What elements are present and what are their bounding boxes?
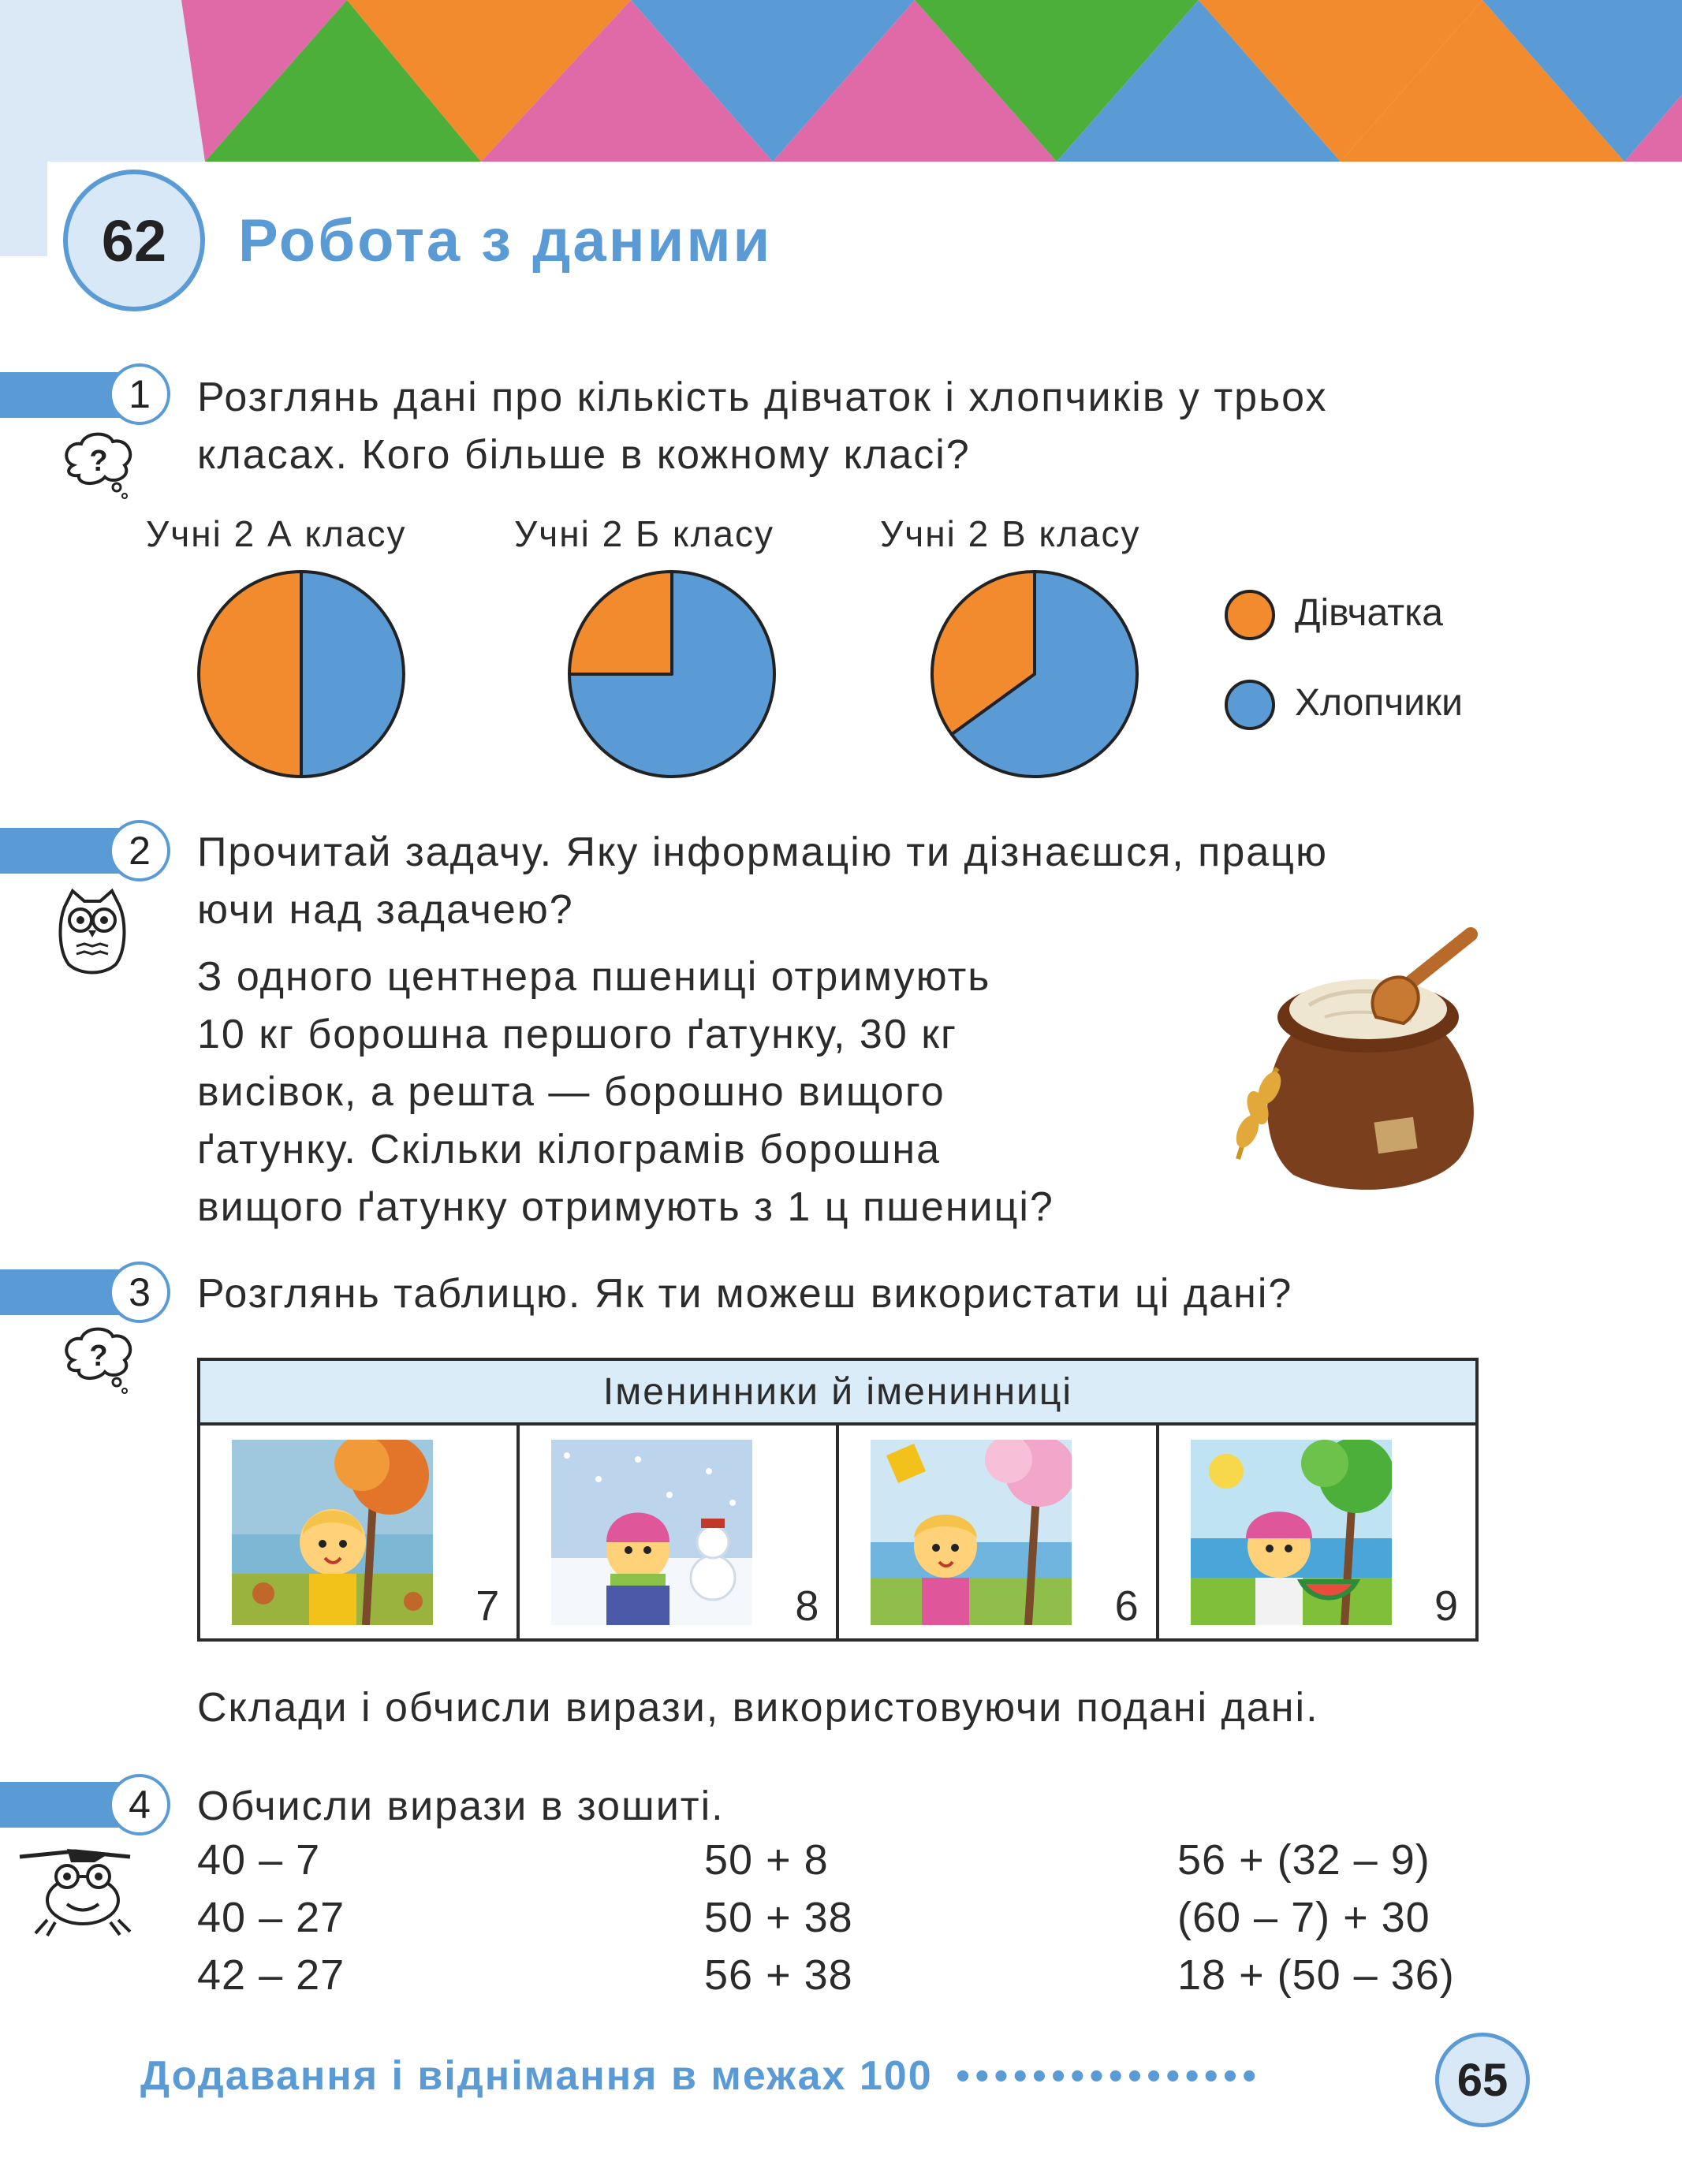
page-number: 65 <box>1435 2033 1530 2127</box>
pie-title-2a: Учні 2 А класу <box>146 513 407 554</box>
season-count-winter: 8 <box>795 1582 819 1630</box>
expression-3-1: 56 + (32 – 9) <box>1177 1836 1430 1884</box>
spring-child-icon <box>871 1440 1072 1625</box>
pie-title-2b: Учні 2 Б класу <box>514 513 774 554</box>
task-1-line-1: Розглянь дані про кількість дівчаток і хлопчиків у трьох <box>197 375 1328 420</box>
footer-dots: •••••••••••••••• <box>956 2053 1262 2099</box>
expression-2-3: 56 + 38 <box>704 1951 853 1999</box>
season-cell-spring <box>837 1424 1157 1640</box>
winter-child-icon <box>551 1440 752 1625</box>
task-2-problem-line-5: вищого ґатунку отримують з 1 ц пшениці? <box>197 1184 1054 1230</box>
lesson-number: 62 <box>63 170 205 311</box>
task-2-problem-line-2: 10 кг борошна першого ґатунку, 30 кг <box>197 1012 957 1057</box>
task-2-problem-line-4: ґатунку. Скільки кілограмів борошна <box>197 1127 942 1172</box>
task-2-problem-line-1: З одного центнера пшениці отримують <box>197 954 991 1000</box>
task-1-number: 1 <box>109 363 170 425</box>
svg-text:?: ? <box>89 445 108 478</box>
task-4-number: 4 <box>109 1774 170 1836</box>
lesson-title: Робота з даними <box>238 207 773 274</box>
pie-charts <box>0 568 1183 788</box>
legend-label-boys: Хлопчики <box>1295 682 1463 724</box>
thought-question-icon <box>62 1325 136 1396</box>
task-3-line-1: Розглянь таблицю. Як ти можеш використати ці дані? <box>197 1271 1293 1317</box>
task-3-number: 3 <box>109 1262 170 1323</box>
task-2-number: 2 <box>109 820 170 881</box>
flour-sack-illustration <box>1206 922 1506 1194</box>
summer-child-icon <box>1191 1440 1392 1625</box>
task-4-line-1: Обчисли вирази в зошиті. <box>197 1783 725 1829</box>
page-left-strip <box>0 162 47 256</box>
season-cell-summer <box>1158 1424 1477 1640</box>
legend-swatch-boys <box>1225 680 1275 730</box>
section-title: Додавання і віднімання в межах 100 <box>140 2053 933 2099</box>
season-count-summer: 9 <box>1434 1582 1458 1630</box>
expression-1-3: 42 – 27 <box>197 1951 345 1999</box>
autumn-child-icon <box>232 1440 433 1625</box>
frog-icon <box>16 1845 134 1940</box>
expression-1-2: 40 – 27 <box>197 1894 345 1941</box>
expression-2-2: 50 + 38 <box>704 1894 853 1941</box>
legend-label-girls: Дівчатка <box>1295 592 1443 634</box>
thought-question-icon <box>62 430 136 501</box>
birthday-table <box>197 1358 1479 1642</box>
season-cell-winter <box>518 1424 837 1640</box>
task-1-line-2: класах. Кого більше в кожному класі? <box>197 432 971 478</box>
expression-2-1: 50 + 8 <box>704 1836 829 1884</box>
svg-text:?: ? <box>89 1340 108 1373</box>
task-3-after-text: Склади і обчисли вирази, використовуючи подані дані. <box>197 1685 1319 1731</box>
decorative-banner <box>0 0 1682 162</box>
pie-slice-girls-2 <box>569 572 672 674</box>
season-count-spring: 6 <box>1114 1582 1139 1630</box>
expression-3-3: 18 + (50 – 36) <box>1177 1951 1455 1999</box>
pie-title-2v: Учні 2 В класу <box>880 513 1141 554</box>
task-2-line-1: Прочитай задачу. Яку інформацію ти дізнаєшся, працю <box>197 829 1328 875</box>
task-2-line-2: ючи над задачею? <box>197 887 574 933</box>
expression-3-2: (60 – 7) + 30 <box>1177 1894 1430 1941</box>
task-2-problem-line-3: висівок, а решта — борошно вищого <box>197 1069 945 1115</box>
season-cell-autumn <box>199 1424 518 1640</box>
legend-swatch-girls <box>1225 590 1275 640</box>
owl-icon <box>57 887 128 978</box>
season-count-autumn: 7 <box>476 1582 500 1630</box>
birthday-table-title: Іменинники й іменинниці <box>199 1359 1477 1424</box>
pie-slice-boys-1 <box>301 572 404 777</box>
pie-slice-girls-1 <box>199 572 301 777</box>
expression-1-1: 40 – 7 <box>197 1836 321 1884</box>
